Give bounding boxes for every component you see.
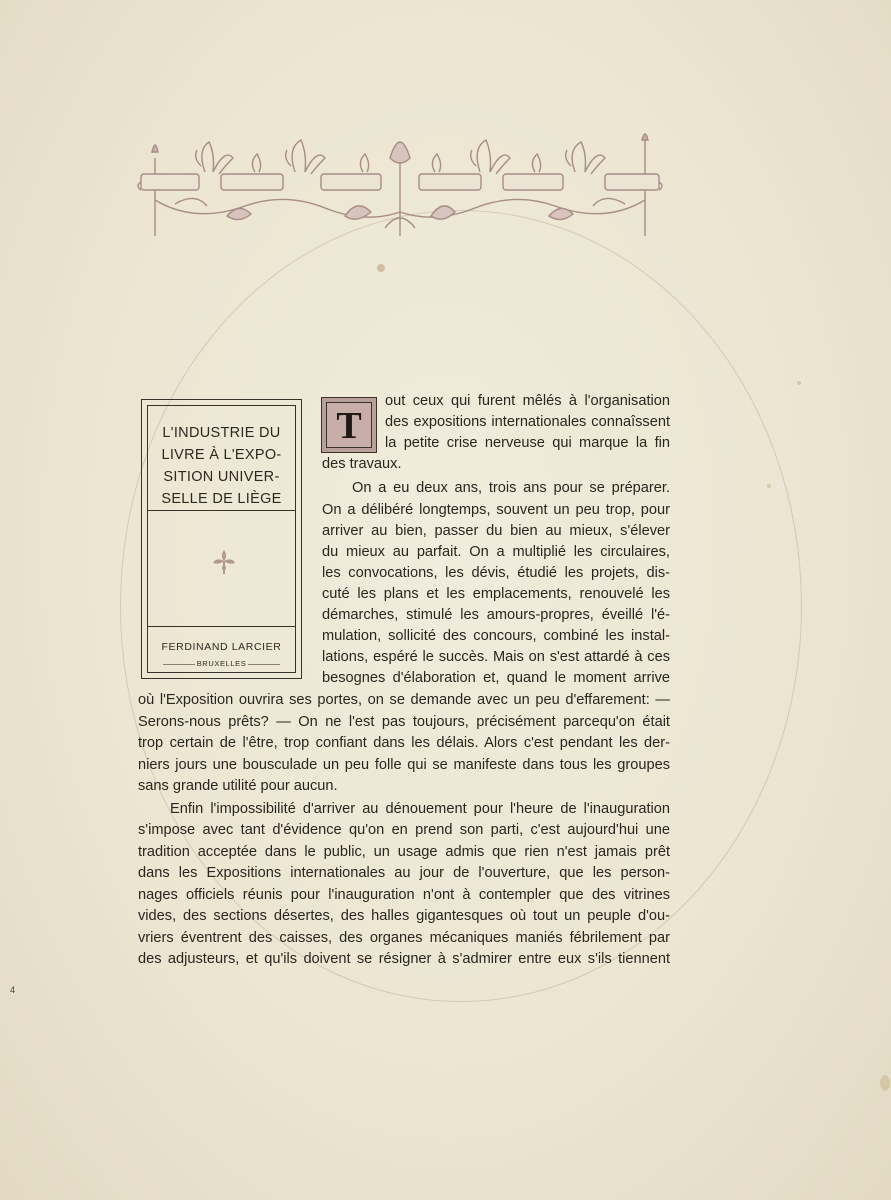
- paper-stain: [880, 1075, 890, 1091]
- sidebar-rule: [148, 626, 295, 627]
- publisher-name: FERDINAND LARCIER: [161, 641, 282, 653]
- body-line: la petite crise nerveuse qui marque la fin: [385, 435, 670, 451]
- body-line: vides, des sections désertes, des halles gigantesques où tout un peuple d'ou-: [138, 908, 670, 924]
- body-line: Serons-nous prêts? — On ne l'est pas toujours, précisément parcequ'on était: [138, 714, 670, 730]
- body-line: nages officiels réunis pour l'inauguration n'ont à contempler que des vitrines: [138, 887, 670, 903]
- body-line: des expositions internationales connaîssent: [385, 414, 670, 430]
- publisher-city-text: BRUXELLES: [196, 659, 247, 668]
- body-line: dans les Expositions internationales au jour de l'ouverture, que les person-: [138, 865, 670, 881]
- body-line: lations, espéré le succès. Mais on s'est attardé à ces: [322, 649, 670, 665]
- sidebar-title-line: SELLE DE LIÈGE: [161, 491, 282, 507]
- margin-mark: 4: [10, 985, 16, 995]
- paper-stain: [377, 264, 385, 272]
- body-line: On a eu deux ans, trois ans pour se préparer.: [352, 480, 670, 496]
- sidebar-title-line: SITION UNIVER-: [163, 469, 280, 485]
- body-line: trop certain de l'être, trop confiant dans les délais. Alors c'est pendant les der-: [138, 735, 670, 751]
- fleuron-icon: [211, 548, 237, 576]
- body-line: les convocations, les dévis, étudié les projets, dis-: [322, 565, 670, 581]
- body-line: des travaux.: [322, 456, 402, 472]
- sidebar-title-line: L'INDUSTRIE DU: [162, 425, 281, 441]
- paper-stain: [797, 381, 801, 385]
- body-line: s'impose avec tant d'évidence qu'on en prend son parti, c'est aujourd'hui une: [138, 822, 670, 838]
- body-line: cuté les plans et les emplacements, renouvelé les: [322, 586, 670, 602]
- body-line: Enfin l'impossibilité d'arriver au dénouement pour l'heure de l'inauguration: [170, 801, 670, 817]
- body-line: arriver au bien, passer du bien au mieux, s'élever: [322, 523, 670, 539]
- drop-cap: [321, 397, 377, 453]
- city-rule-left: [163, 664, 195, 665]
- body-line: sans grande utilité pour aucun.: [138, 778, 338, 794]
- sidebar-title-box-inner: [147, 405, 296, 673]
- art-nouveau-iris-banner-icon: [135, 128, 665, 240]
- body-line: besognes d'élaboration et, quand le moment arrive: [322, 670, 670, 686]
- city-rule-right: [248, 664, 280, 665]
- body-line: mulation, sollicité des concours, combiné les instal-: [322, 628, 670, 644]
- body-line: tradition acceptée dans le public, un usage admis que rien n'est jamais prêt: [138, 844, 670, 860]
- sidebar-title-box: [141, 399, 302, 679]
- body-line: out ceux qui furent mêlés à l'organisation: [385, 393, 670, 409]
- sidebar-title-line: LIVRE À L'EXPO-: [161, 447, 282, 463]
- body-line: démarches, stimulé les amours-propres, éveillé l'é-: [322, 607, 670, 623]
- body-line: On a délibéré longtemps, souvent un peu trop, pour: [322, 502, 670, 518]
- sidebar-rule: [148, 510, 295, 511]
- paper-stain: [767, 484, 771, 488]
- body-line: du mieux au parfait. On a multiplié les circulaires,: [322, 544, 670, 560]
- body-line: des adjusteurs, et qu'ils doivent se résigner à s'admirer entre eux s'ils tiennent: [138, 951, 670, 967]
- body-line: où l'Exposition ouvrira ses portes, on se demande avec un peu d'effarement: —: [138, 692, 670, 708]
- sidebar-book-title: [148, 422, 295, 510]
- body-line: niers jours une bousculade un peu folle qui se manifeste dans tous les groupes: [138, 757, 670, 773]
- publisher-city: [148, 659, 295, 668]
- body-line: vriers éventrent des caisses, des organes mécaniques maniés fébrilement par: [138, 930, 670, 946]
- drop-cap-letter: T: [326, 402, 372, 448]
